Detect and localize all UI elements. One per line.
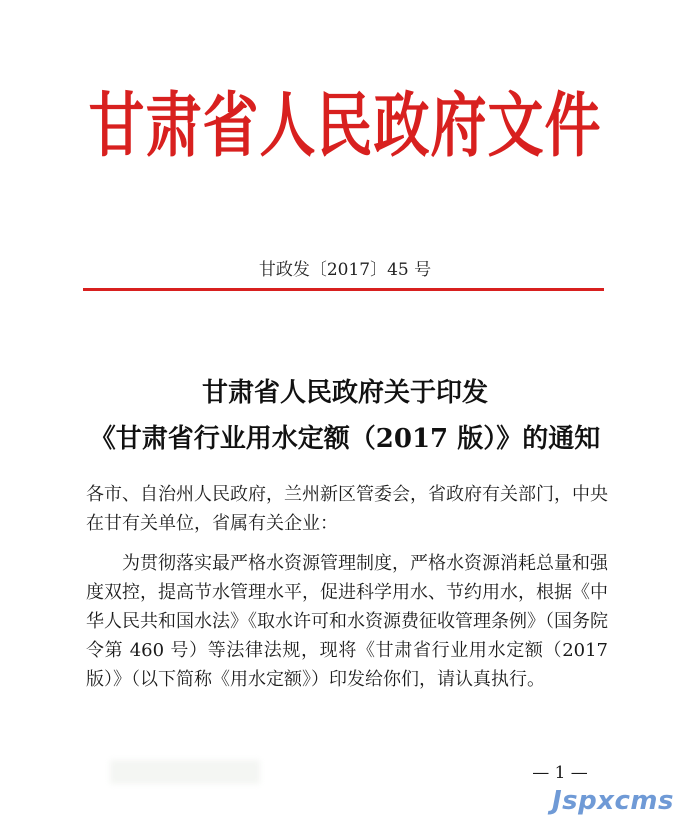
document-title-line-1: 甘肃省人民政府关于印发 bbox=[201, 378, 488, 408]
document-number: 甘政发〔2017〕45 号 bbox=[258, 260, 432, 280]
red-divider-line bbox=[83, 288, 604, 291]
faded-scan-mark bbox=[110, 760, 260, 784]
page-number: — 1 — bbox=[532, 763, 588, 783]
body-paragraph: 为贯彻落实最严格水资源管理制度，严格水资源消耗总量和强度双控，提高节水管理水平，促进科学用水、节约用水，根据《中华人民共和国水法》《取水许可和水资源费征收管理条例》（国务院令第 460 号）等法律法规，现将《甘肃省行业用水定额（2017 版）》（以下简称《用水定额》）印发给你们，请认真执行。 bbox=[86, 553, 608, 690]
issuing-authority-header: 甘肃省人民政府文件 bbox=[88, 85, 602, 167]
addressee-paragraph: 各市、自治州人民政府，兰州新区管委会，省政府有关部门，中央在甘有关单位，省属有关企业： bbox=[86, 484, 608, 534]
document-title-line-2: 《甘肃省行业用水定额（2017 版）》的通知 bbox=[89, 424, 601, 454]
watermark-logo: Jspxcms bbox=[551, 786, 674, 816]
